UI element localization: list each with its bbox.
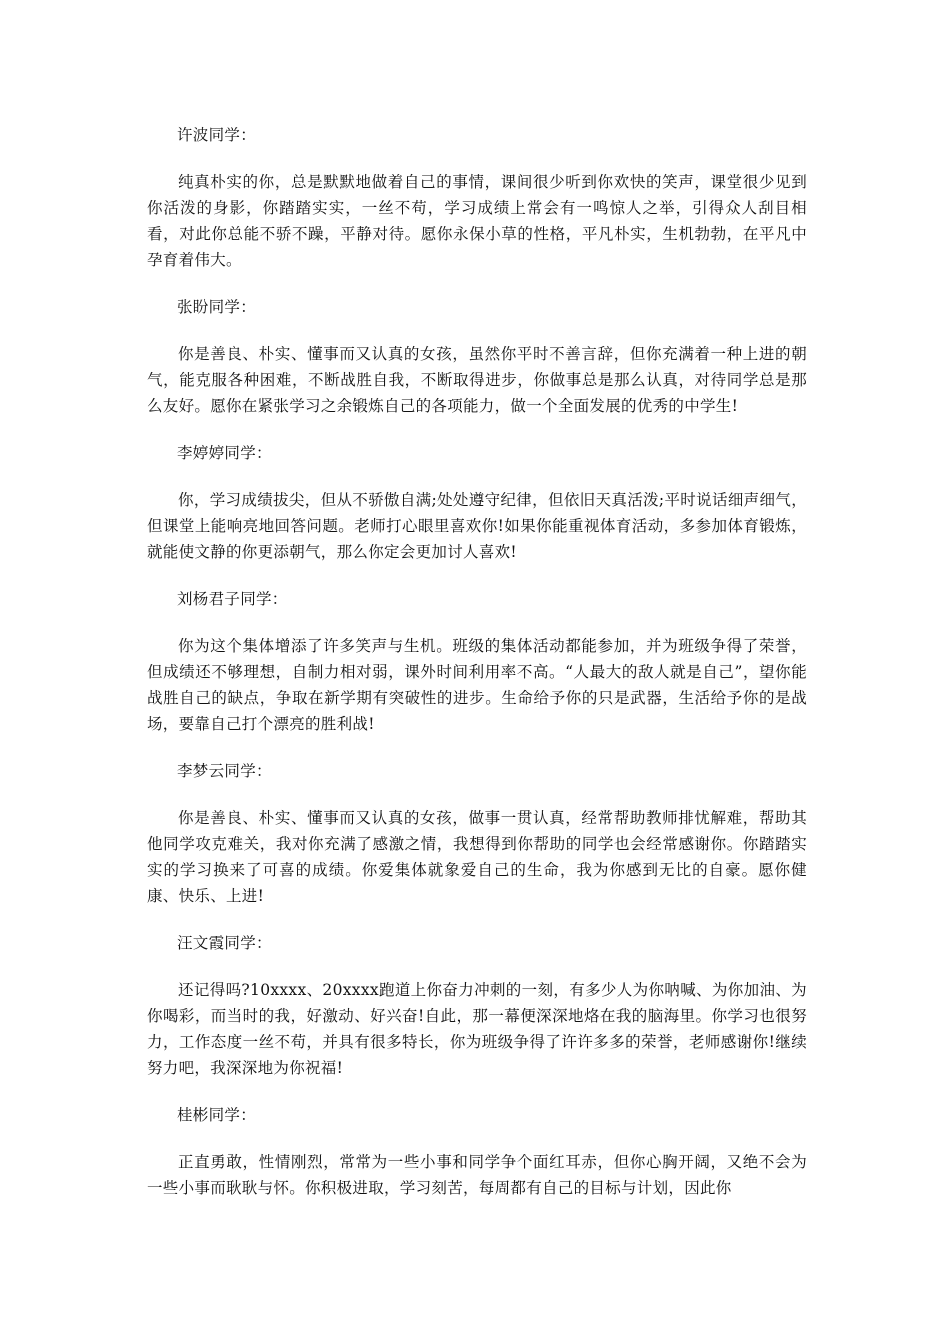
student-comment: 正直勇敢，性情刚烈，常常为一些小事和同学争个面红耳赤，但你心胸开阔，又绝不会为一些小事而耿耿与怀。你积极进取，学习刻苦，每周都有自己的目标与计划，因此你 — [147, 1153, 807, 1197]
student-entry — [147, 294, 807, 419]
student-name: 汪文霞同学： — [177, 934, 272, 952]
student-entry — [147, 440, 807, 565]
student-comment: 你，学习成绩拔尖，但从不骄傲自满;处处遵守纪律，但依旧天真活泼;平时说话细声细气，但课堂上能响亮地回答问题。老师打心眼里喜欢你!如果你能重视体育活动，多参加体育锻炼，就能使文静的你更添朝气，那么你定会更加讨人喜欢! — [147, 491, 807, 561]
student-entry — [147, 758, 807, 909]
document-body — [147, 122, 807, 1222]
student-entry — [147, 1102, 807, 1201]
student-comment: 纯真朴实的你，总是默默地做着自己的事情，课间很少听到你欢快的笑声，课堂很少见到你活泼的身影，你踏踏实实，一丝不苟，学习成绩上常会有一鸣惊人之举，引得众人刮目相看，对此你总能不骄不躁，平静对待。愿你永保小草的性格，平凡朴实，生机勃勃，在平凡中孕育着伟大。 — [147, 173, 807, 269]
student-comment: 你是善良、朴实、懂事而又认真的女孩，虽然你平时不善言辞，但你充满着一种上进的朝气，能克服各种困难，不断战胜自我，不断取得进步，你做事总是那么认真，对待同学总是那么友好。愿你在紧张学习之余锻炼自己的各项能力，做一个全面发展的优秀的中学生! — [147, 345, 807, 415]
student-name: 桂彬同学： — [177, 1106, 257, 1124]
student-name: 李梦云同学： — [177, 762, 272, 780]
student-comment: 还记得吗?10xxxx、20xxxx跑道上你奋力冲刺的一刻，有多少人为你呐喊、为你加油、为你喝彩，而当时的我，好激动、好兴奋!自此，那一幕便深深地烙在我的脑海里。你学习也很努力，工作态度一丝不苟，并具有很多特长，你为班级争得了许许多多的荣誉，老师感谢你!继续努力吧，我深深地为你祝福! — [147, 981, 807, 1077]
student-name: 刘杨君子同学： — [177, 590, 288, 608]
student-entry — [147, 586, 807, 737]
student-name: 张盼同学： — [177, 298, 257, 316]
student-comment: 你是善良、朴实、懂事而又认真的女孩，做事一贯认真，经常帮助教师排忧解难，帮助其他同学攻克难关，我对你充满了感激之情，我想得到你帮助的同学也会经常感谢你。你踏踏实实的学习换来了可喜的成绩。你爱集体就象爱自己的生命，我为你感到无比的自豪。愿你健康、快乐、上进! — [147, 809, 807, 905]
student-name: 李婷婷同学： — [177, 444, 272, 462]
student-entry — [147, 930, 807, 1081]
student-comment: 你为这个集体增添了许多笑声与生机。班级的集体活动都能参加，并为班级争得了荣誉，但成绩还不够理想，自制力相对弱，课外时间利用率不高。“人最大的敌人就是自己”，望你能战胜自己的缺点，争取在新学期有突破性的进步。生命给予你的只是武器，生活给予你的是战场，要靠自己打个漂亮的胜利战! — [147, 637, 807, 733]
student-name: 许波同学： — [177, 126, 257, 144]
student-entry — [147, 122, 807, 273]
